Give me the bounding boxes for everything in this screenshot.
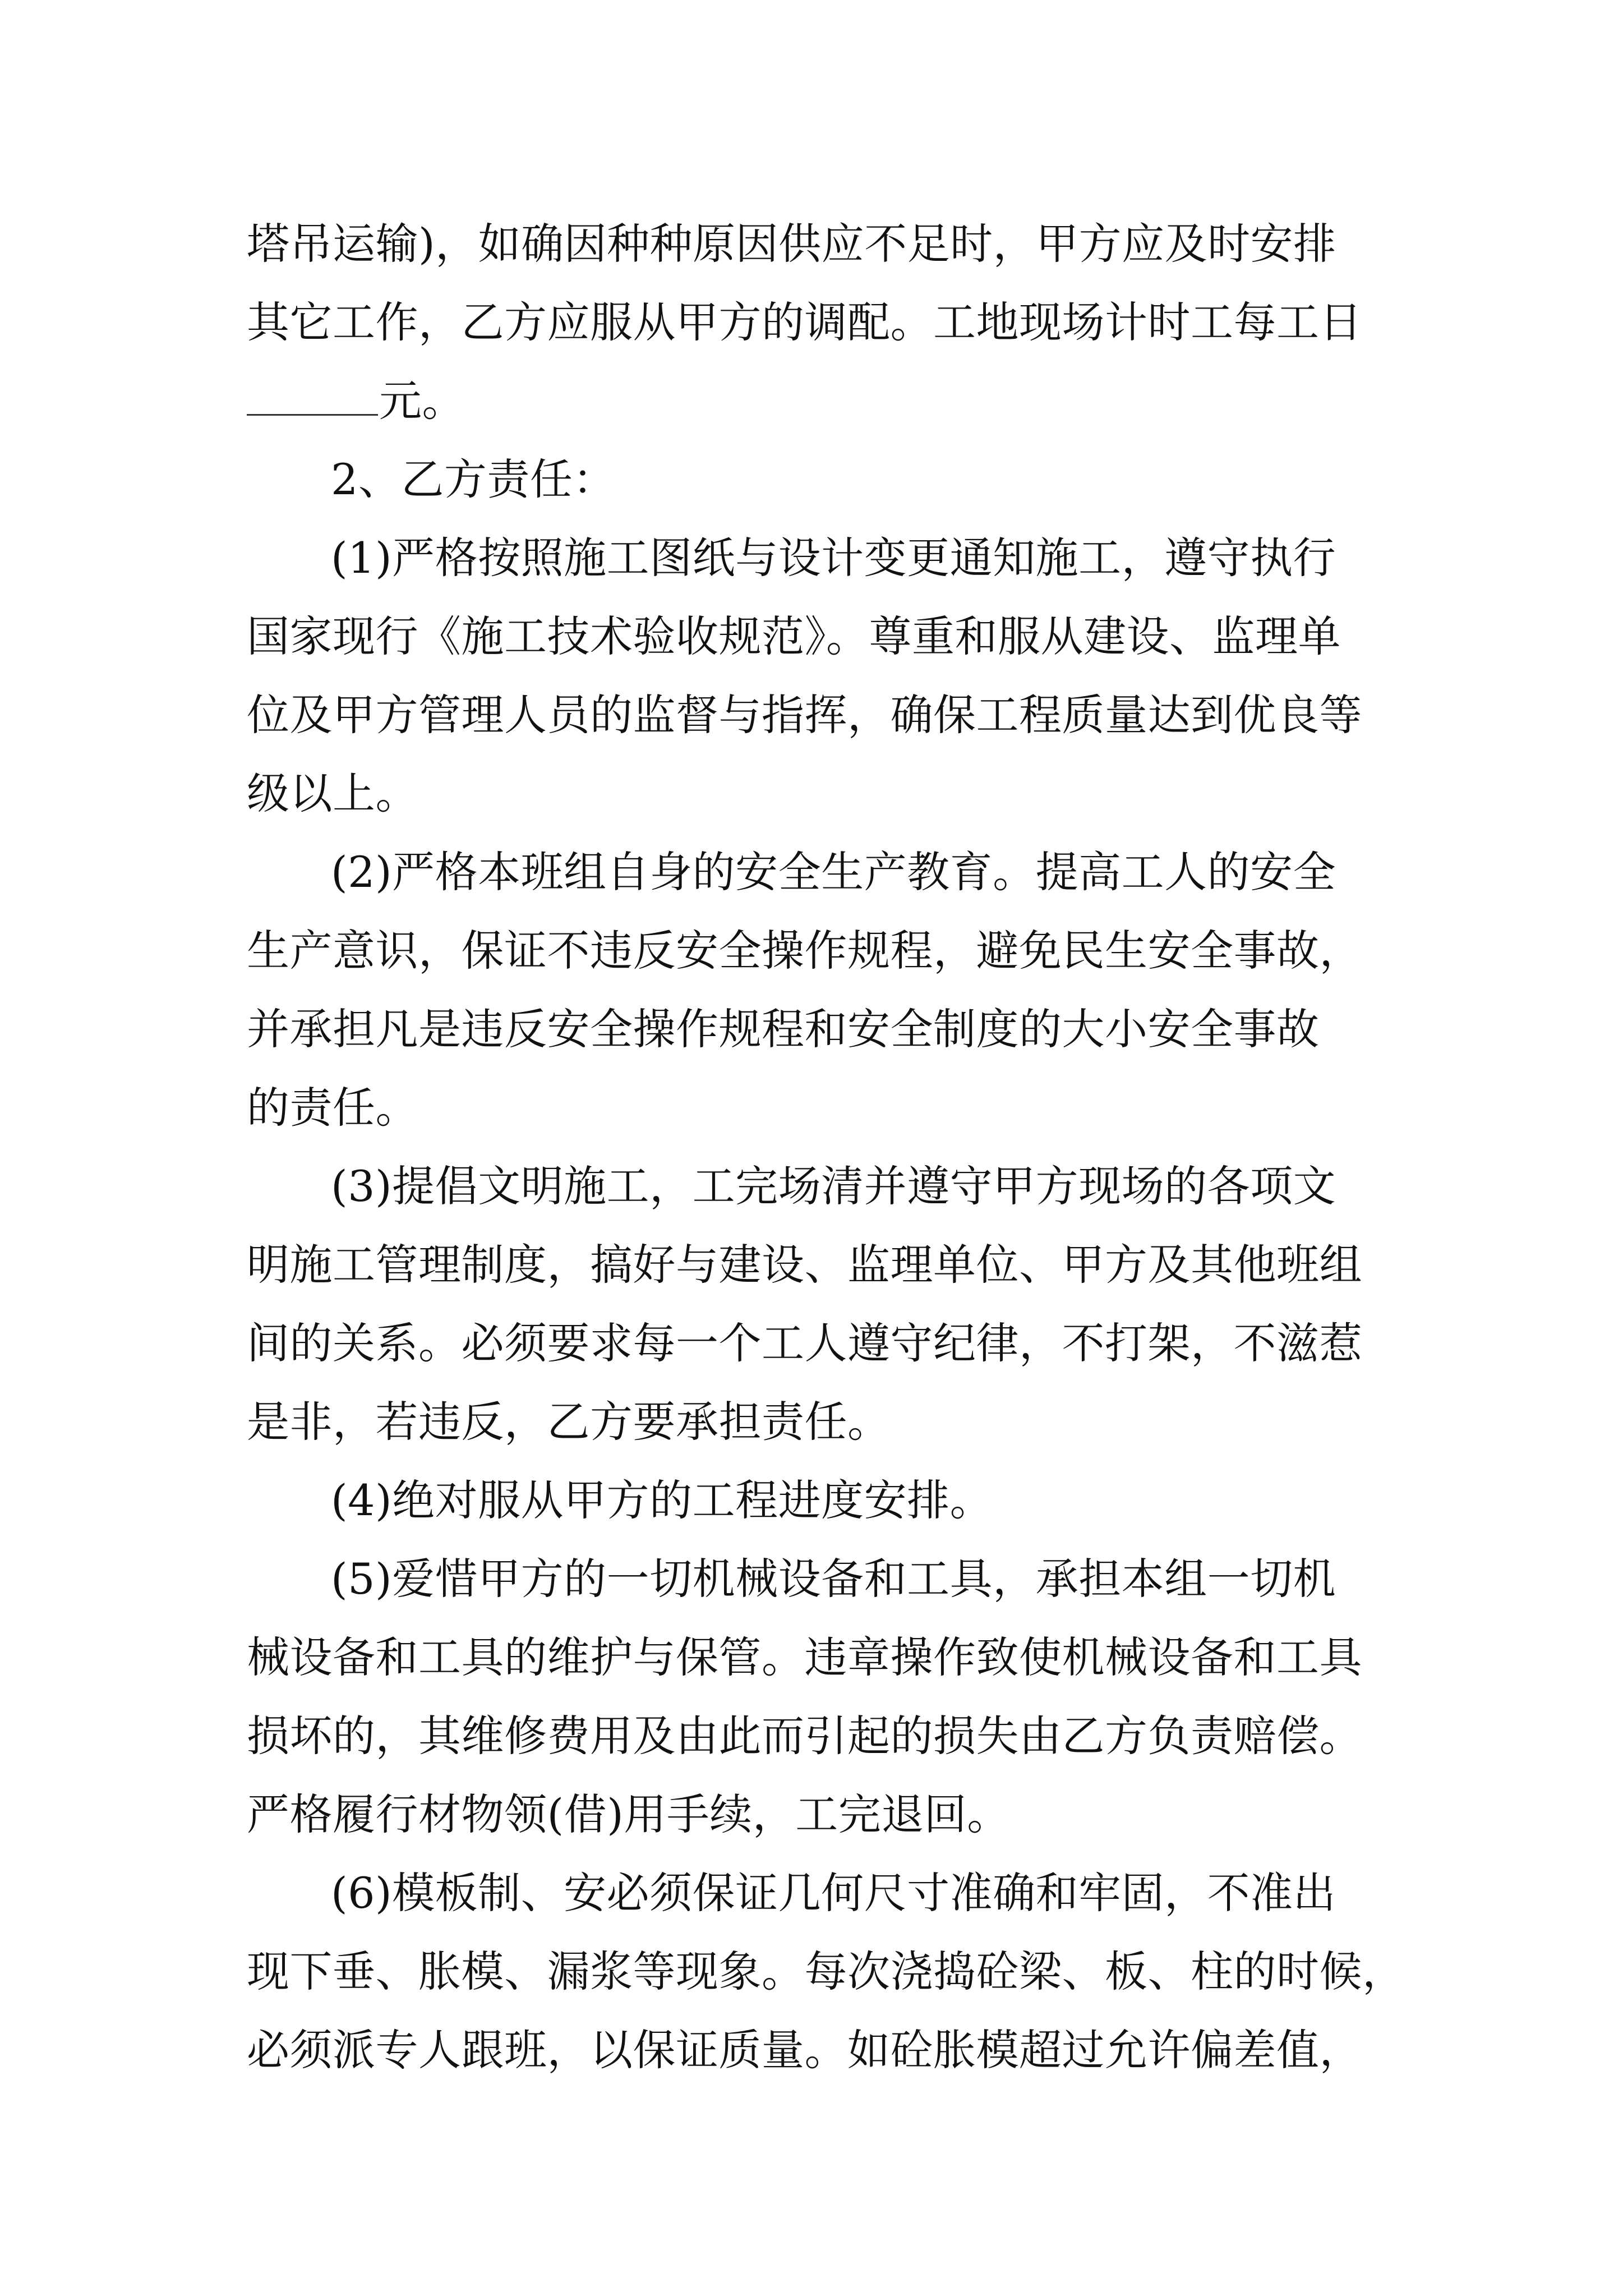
clause-2-line: (2)严格本班组自身的安全生产教育。提高工人的安全 [331, 847, 1336, 897]
text-line: 间的关系。必须要求每一个工人遵守纪律，不打架，不滋惹 [247, 1318, 1362, 1368]
text-line: 其它工作，乙方应服从甲方的调配。工地现场计时工每工日 [247, 297, 1362, 347]
text-line: 现下垂、胀模、漏浆等现象。每次浇捣砼梁、板、柱的时候， [247, 1947, 1405, 1996]
text-line: 级以上。 [247, 769, 418, 818]
text-line: 生产意识，保证不违反安全操作规程，避免民生安全事故， [247, 926, 1362, 976]
clause-1-line: (1)严格按照施工图纸与设计变更通知施工，遵守执行 [331, 533, 1336, 583]
text-line-with-blank [247, 373, 465, 429]
text-line: 国家现行《施工技术验收规范》。尊重和服从建设、监理单 [247, 611, 1341, 661]
text-line: 严格履行材物领(借)用手续，工完退回。 [247, 1789, 1010, 1839]
text-fragment: 元。 [379, 376, 465, 426]
text-line: 损坏的，其维修费用及由此而引起的损失由乙方负责赔偿。 [247, 1711, 1362, 1761]
clause-5-line: (5)爱惜甲方的一切机械设备和工具，承担本组一切机 [331, 1554, 1336, 1604]
text-line: 是非，若违反，乙方要承担责任。 [247, 1397, 891, 1447]
text-line: 明施工管理制度，搞好与建设、监理单位、甲方及其他班组 [247, 1240, 1362, 1290]
clause-6-line: (6)模板制、安必须保证几何尺寸准确和牢固，不准出 [331, 1868, 1336, 1918]
text-line: 位及甲方管理人员的监督与指挥，确保工程质量达到优良等 [247, 690, 1362, 740]
fill-in-blank [247, 380, 378, 416]
text-line: 必须派专人跟班，以保证质量。如砼胀模超过允许偏差值， [247, 2025, 1362, 2075]
text-line: 的责任。 [247, 1083, 418, 1133]
text-line: 并承担凡是违反安全操作规程和安全制度的大小安全事故 [247, 1004, 1320, 1054]
text-line: 塔吊运输)，如确因种种原因供应不足时，甲方应及时安排 [247, 219, 1336, 269]
section-heading: 2、乙方责任： [331, 454, 616, 504]
clause-3-line: (3)提倡文明施工，工完场清并遵守甲方现场的各项文 [331, 1161, 1336, 1211]
text-line: 械设备和工具的维护与保管。违章操作致使机械设备和工具 [247, 1632, 1362, 1682]
clause-4-line: (4)绝对服从甲方的工程进度安排。 [331, 1475, 993, 1525]
